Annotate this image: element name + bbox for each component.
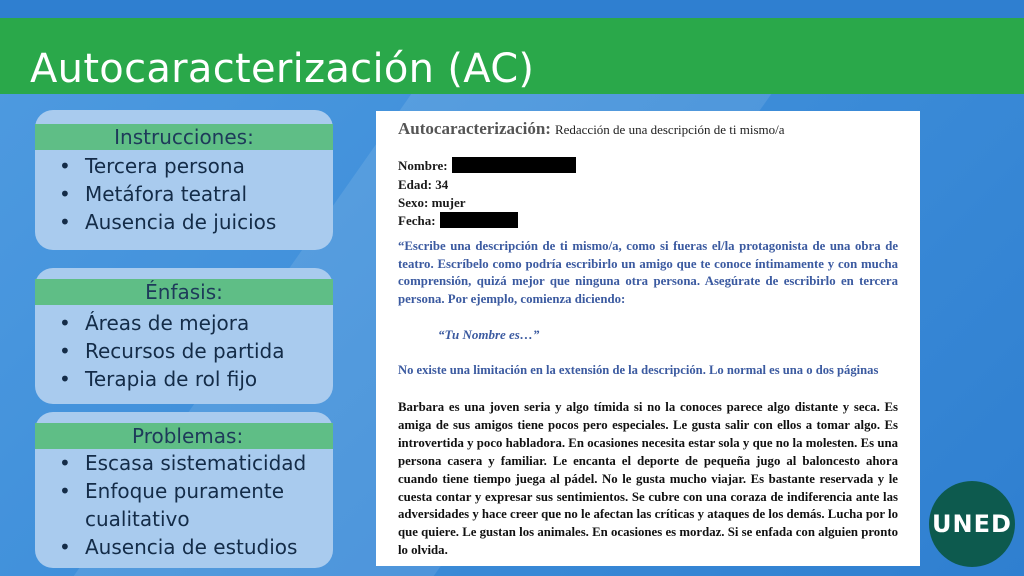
description-text: Barbara es una joven seria y algo tímida si no la conoces parece algo distante y seca. Es amiga de sus amigos tiene pocos pero especiales. Le gusta salir con ellos a tomar algo. Es introvertida y poco habladora. En ocasiones necesita estar sola y que no la molesten. Es una persona casera y familiar. Le encanta el deporte de pequeña jugo al baloncesto ahora cuando tiene tiempo juega al pádel. No le gusta mucho viajar. Es bastante reservada y le cuesta contar y expresar sus sentimientos. Se cubre con una coraza de indiferencia ante las adversidades y hace creer que no le afectan las críticas y ataques de los demás. Lucha por lo que quiere. Le gustan los animales. En ocasiones es mordaz. Si se enfada con alguien pronto lo olvida. — [398, 400, 898, 558]
uned-logo — [929, 481, 1015, 567]
date-field — [398, 212, 518, 229]
slide-title: Autocaracterización (AC) — [30, 46, 535, 92]
list-item: • Enfoque puramente cualitativo — [85, 477, 305, 533]
date-label: Fecha: — [398, 213, 436, 228]
name-field — [398, 157, 576, 174]
problems-heading: Problemas: — [35, 423, 333, 449]
list-item: • Escasa sistematicidad — [85, 449, 306, 477]
length-note: No existe una limitación en la extensión de la descripción. Lo normal es una o dos páginas — [398, 363, 879, 377]
instructions-panel — [35, 110, 333, 250]
emphasis-panel — [35, 268, 333, 404]
instructions-list — [85, 152, 276, 236]
sample-phrase: “Tu Nombre es…” — [438, 327, 540, 342]
top-band — [0, 0, 1024, 18]
emphasis-list — [85, 309, 285, 393]
name-label: Nombre: — [398, 158, 448, 173]
list-item: • Recursos de partida — [85, 337, 285, 365]
problems-panel — [35, 412, 333, 568]
list-item: • Metáfora teatral — [85, 180, 276, 208]
logo-text: UNED — [932, 510, 1012, 538]
document-title-sub: Redacción de una descripción de ti mismo/a — [554, 122, 785, 137]
title-bar — [0, 18, 1024, 94]
sex-field: Sexo: mujer — [398, 195, 466, 210]
list-item: • Terapia de rol fijo — [85, 365, 285, 393]
list-item: • Ausencia de juicios — [85, 208, 276, 236]
instructions-heading: Instrucciones: — [35, 124, 333, 150]
redacted-block — [440, 212, 518, 228]
redacted-block — [452, 157, 576, 173]
list-item: • Áreas de mejora — [85, 309, 285, 337]
list-item: • Tercera persona — [85, 152, 276, 180]
problems-list — [85, 449, 306, 561]
list-item: • Ausencia de estudios — [85, 533, 306, 561]
document-title-main: Autocaracterización: — [398, 119, 551, 138]
document-image — [376, 111, 920, 566]
document-title — [398, 119, 785, 139]
emphasis-heading: Énfasis: — [35, 279, 333, 305]
prompt-text: “Escribe una descripción de ti mismo/a, como si fueras el/la protagonista de una obra de teatro. Escríbelo como podría escribirlo un amigo que te conoce íntimamente y con mucha comprensión, quizá mejor que ninguna otra persona. Asegúrate de escribirlo en tercera persona. Por ejemplo, comienza diciendo: — [398, 239, 898, 306]
age-field: Edad: 34 — [398, 177, 449, 192]
